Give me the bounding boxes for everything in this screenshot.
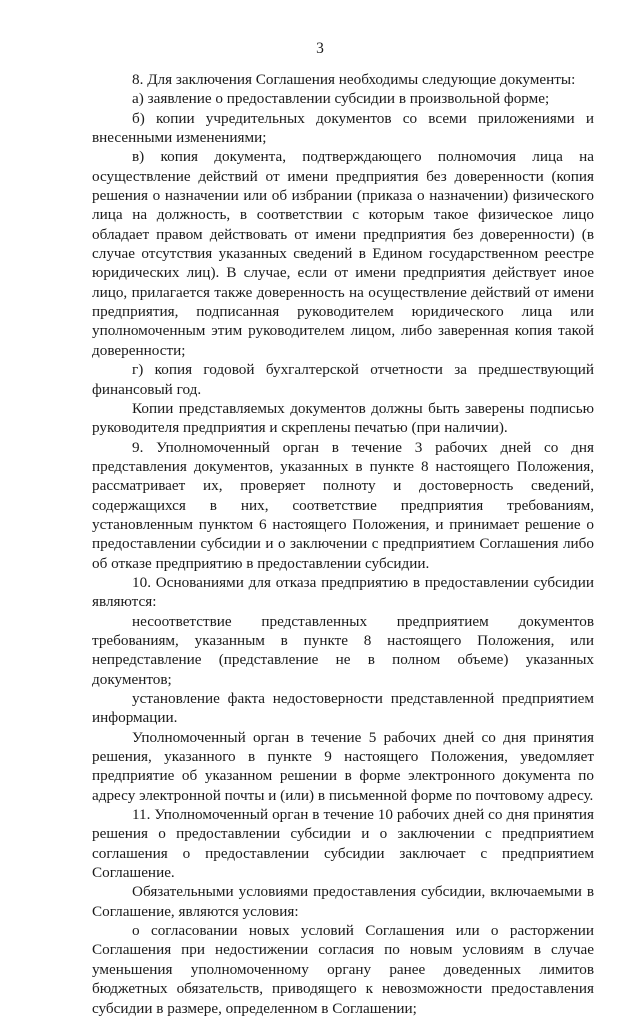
page-number: 3 [316,40,324,57]
paragraph-copies: Копии представляемых документов должны быть заверены подписью руководителя предприятия и скреплены печатью (при наличии). [92,399,594,437]
paragraph-8-intro: 8. Для заключения Соглашения необходимы следующие документы: [132,71,576,88]
paragraph-8g: г) копия годовой бухгалтерской отчетности за предшествующий финансовый год. [92,361,594,398]
paragraph-11-conditions: Обязательными условиями предоставления субсидии, включаемыми в Соглашение, являются условия: [92,883,594,920]
document-body [92,70,594,1018]
paragraph-8b: б) копии учредительных документов со всеми приложениями и внесенными изменениями; [92,109,594,147]
paragraph-11-condition-1: о согласовании новых условий Соглашения или о расторжении Соглашения при недостижении согласия по новым условиям в случае уменьшения уполномоченному органу ранее доведенных лимитов бюджетных обязательств, приводящего к невозможности предоставления субсидии в размере, определенном в Соглашении; [92,922,594,1017]
paragraph-10-intro: 10. Основаниями для отказа предприятию в предоставлении субсидии являются: [92,573,594,611]
paragraph-10-ground-2: установление факта недостоверности представленной предприятием информации. [92,690,594,727]
paragraph-11: 11. Уполномоченный орган в течение 10 рабочих дней со дня принятия решения о предоставлении субсидии и о заключении с предприятием соглашения о предоставлении субсидии заключает с предприятием Соглашение. [92,806,594,882]
paragraph-8v: в) копия документа, подтверждающего полномочия лица на осуществление действий от имени предприятия без доверенности (копия решения о назначении или об избрании (приказа о назначении) физического лица на должность, в соответствии с которым такое физическое лицо обладает правом действовать от имени предприятия без доверенности) (в случае отсутствия указанных сведений в Едином государственном реестре юридических лиц). В случае, если от имени предприятия действует иное лицо, прилагается также доверенность на осуществление действий от имени предприятия, подписанная руководителем юридического лица или уполномоченным этим руководителем лицом, либо заверенная копия такой доверенности; [92,148,594,359]
paragraph-8a: а) заявление о предоставлении субсидии в произвольной форме; [132,90,550,108]
paragraph-10-ground-1: несоответствие представленных предприятием документов требованиям, указанным в пункте 8 настоящего Положения, или непредставление (представление не в полном объеме) указанных документов; [92,612,594,688]
paragraph-9: 9. Уполномоченный орган в течение 3 рабочих дней со дня представления документов, указанных в пункте 8 настоящего Положения, рассматривает их, проверяет полноту и достоверность сведений, содержащихся в них, соответствие предприятия требованиям, установленным пунктом 6 настоящего Положения, и принимает решение о предоставлении субсидии и о заключении с предприятием Соглашения либо об отказе предприятию в предоставлении субсидии. [92,438,594,572]
paragraph-10-notice: Уполномоченный орган в течение 5 рабочих дней со дня принятия решения, указанного в пункте 9 настоящего Положения, уведомляет предприятие об указанном решении в форме электронного документа по адресу электронной почты и (или) в письменной форме по почтовому адресу. [92,728,594,804]
